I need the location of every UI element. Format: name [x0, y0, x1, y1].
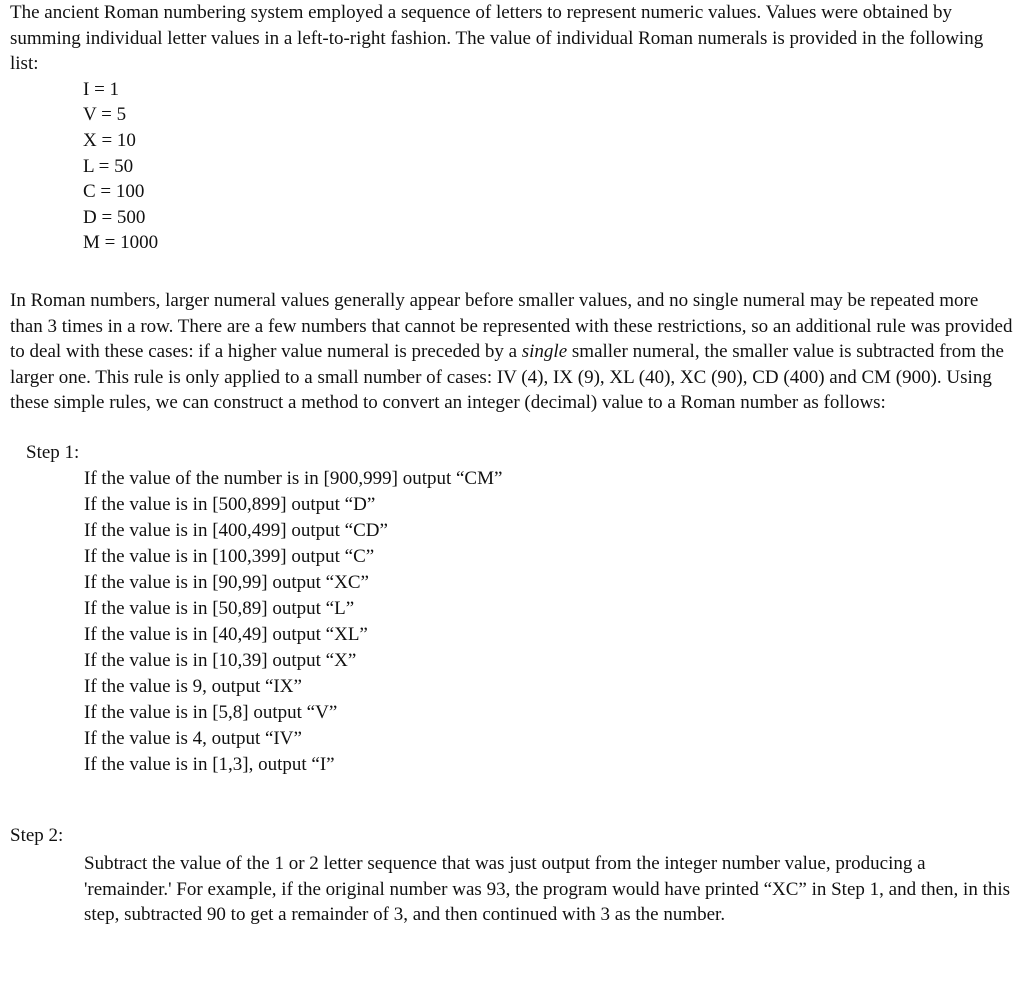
numeral-value-list	[83, 77, 1015, 256]
step1-rule: If the value is in [500,899] output “D”	[84, 493, 376, 515]
numeral-item-c: C = 100	[83, 181, 145, 203]
rules-emphasis: single	[521, 341, 568, 363]
step2-label: Step 2:	[10, 824, 64, 846]
numeral-item-l: L = 50	[83, 155, 134, 177]
step1-rule-list	[84, 466, 1015, 778]
numeral-item-m: M = 1000	[83, 232, 159, 254]
numeral-item-x: X = 10	[83, 129, 136, 151]
step1-rule: If the value is in [10,39] output “X”	[84, 649, 357, 671]
numeral-item-i: I = 1	[83, 78, 120, 100]
rules-text-start: In Roman numbers, larger numeral values generally appear before smaller values, and no single numeral may be repeated more than 3 times in a row. There are a few numbers that cannot be represented with these restrictions, so an additional rule was provided to deal with these cases: if a higher value numeral is preceded by a	[10, 289, 1013, 363]
numeral-item-d: D = 500	[83, 206, 146, 228]
step1-rule: If the value of the number is in [900,999] output “CM”	[84, 467, 503, 489]
rules-text-end: smaller numeral, the smaller value is subtracted from the larger one. This rule is only applied to a small number of cases: IV (4), IX (9), XL (40), XC (90), CD (400) and CM (900). Using these simple rules, we can construct a method to convert an integer (decimal) value to a Roman number as follows:	[10, 341, 1004, 414]
step1-rule: If the value is in [100,399] output “C”	[84, 545, 375, 567]
step1-rule: If the value is 9, output “IX”	[84, 675, 302, 697]
numeral-item-v: V = 5	[83, 104, 127, 126]
intro-paragraph: The ancient Roman numbering system employed a sequence of letters to represent numeric values. Values were obtained by summing individual letter values in a left-to-right fashion. The value of individual Roman numerals is provided in the following list:	[10, 2, 984, 75]
step1-rule: If the value is in [90,99] output “XC”	[84, 571, 369, 593]
step1-rule: If the value is 4, output “IV”	[84, 727, 302, 749]
step1-rule: If the value is in [400,499] output “CD”	[84, 519, 388, 541]
step1-rule: If the value is in [1,3], output “I”	[84, 753, 335, 775]
rules-paragraph	[10, 288, 1015, 416]
step1-rule: If the value is in [40,49] output “XL”	[84, 623, 368, 645]
step1-rule: If the value is in [5,8] output “V”	[84, 701, 338, 723]
step1-label: Step 1:	[26, 441, 80, 463]
step1-rule: If the value is in [50,89] output “L”	[84, 597, 355, 619]
document-body	[10, 0, 1015, 928]
step2-paragraph: Subtract the value of the 1 or 2 letter sequence that was just output from the integer number value, producing a 'remainder.' For example, if the original number was 93, the program would have printed “XC” in Step 1, and then, in this step, subtracted 90 to get a remainder of 3, and then continued with 3 as the number.	[84, 853, 1011, 926]
